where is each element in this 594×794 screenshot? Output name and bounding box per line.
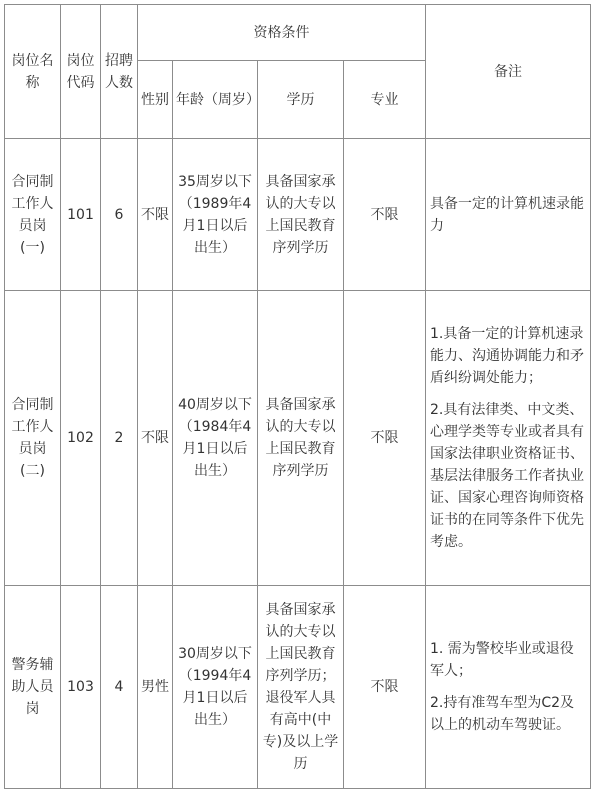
cell-education: 具备国家承认的大专以上国民教育序列学历 [258, 139, 344, 291]
remark-text: 具备一定的计算机速录能力 [430, 195, 584, 234]
remark-text: 2.持有准驾车型为C2及以上的机动车驾驶证。 [430, 695, 575, 733]
cell-position-code: 102 [61, 291, 101, 586]
cell-gender: 不限 [138, 139, 173, 291]
cell-education: 具备国家承认的大专以上国民教育序列学历 [258, 291, 344, 586]
cell-gender: 男性 [138, 586, 173, 789]
cell-position-name: 警务辅助人员岗 [5, 586, 61, 789]
remark-text: 1.具备一定的计算机速录能力、沟通协调能力和矛盾纠纷调处能力； [430, 326, 584, 386]
remark-text: 1. 需为警校毕业或退役军人； [430, 641, 574, 679]
cell-position-code: 101 [61, 139, 101, 291]
cell-age: 30周岁以下（1994年4月1日以后出生） [173, 586, 258, 789]
cell-age: 40周岁以下（1984年4月1日以后出生） [173, 291, 258, 586]
cell-remarks [426, 139, 591, 291]
header-position-name: 岗位名称 [5, 5, 61, 139]
header-major: 专业 [344, 61, 426, 139]
table-row [5, 586, 591, 789]
cell-position-name: 合同制工作人员岗(二) [5, 291, 61, 586]
remark-text: 2.具有法律类、中文类、心理学类等专业或者具有国家法律职业资格证书、基层法律服务工作者执业证、国家心理咨询师资格证书的在同等条件下优先考虑。 [430, 402, 584, 550]
cell-position-name: 合同制工作人员岗(一) [5, 139, 61, 291]
cell-education: 具备国家承认的大专以上国民教育序列学历；退役军人具有高中(中专)及以上学历 [258, 586, 344, 789]
cell-position-code: 103 [61, 586, 101, 789]
header-row [5, 5, 591, 61]
header-remarks: 备注 [426, 5, 591, 139]
table-row [5, 291, 591, 586]
table-row [5, 139, 591, 291]
header-position-code: 岗位代码 [61, 5, 101, 139]
cell-major: 不限 [344, 139, 426, 291]
cell-recruit-count: 4 [101, 586, 138, 789]
recruitment-table [4, 4, 591, 789]
cell-major: 不限 [344, 586, 426, 789]
cell-gender: 不限 [138, 291, 173, 586]
cell-remarks [426, 291, 591, 586]
cell-recruit-count: 2 [101, 291, 138, 586]
header-age: 年龄（周岁） [173, 61, 258, 139]
header-education: 学历 [258, 61, 344, 139]
cell-age: 35周岁以下（1989年4月1日以后出生） [173, 139, 258, 291]
header-qualifications: 资格条件 [138, 5, 426, 61]
header-recruit-count: 招聘人数 [101, 5, 138, 139]
cell-remarks [426, 586, 591, 789]
cell-recruit-count: 6 [101, 139, 138, 291]
header-gender: 性别 [138, 61, 173, 139]
cell-major: 不限 [344, 291, 426, 586]
